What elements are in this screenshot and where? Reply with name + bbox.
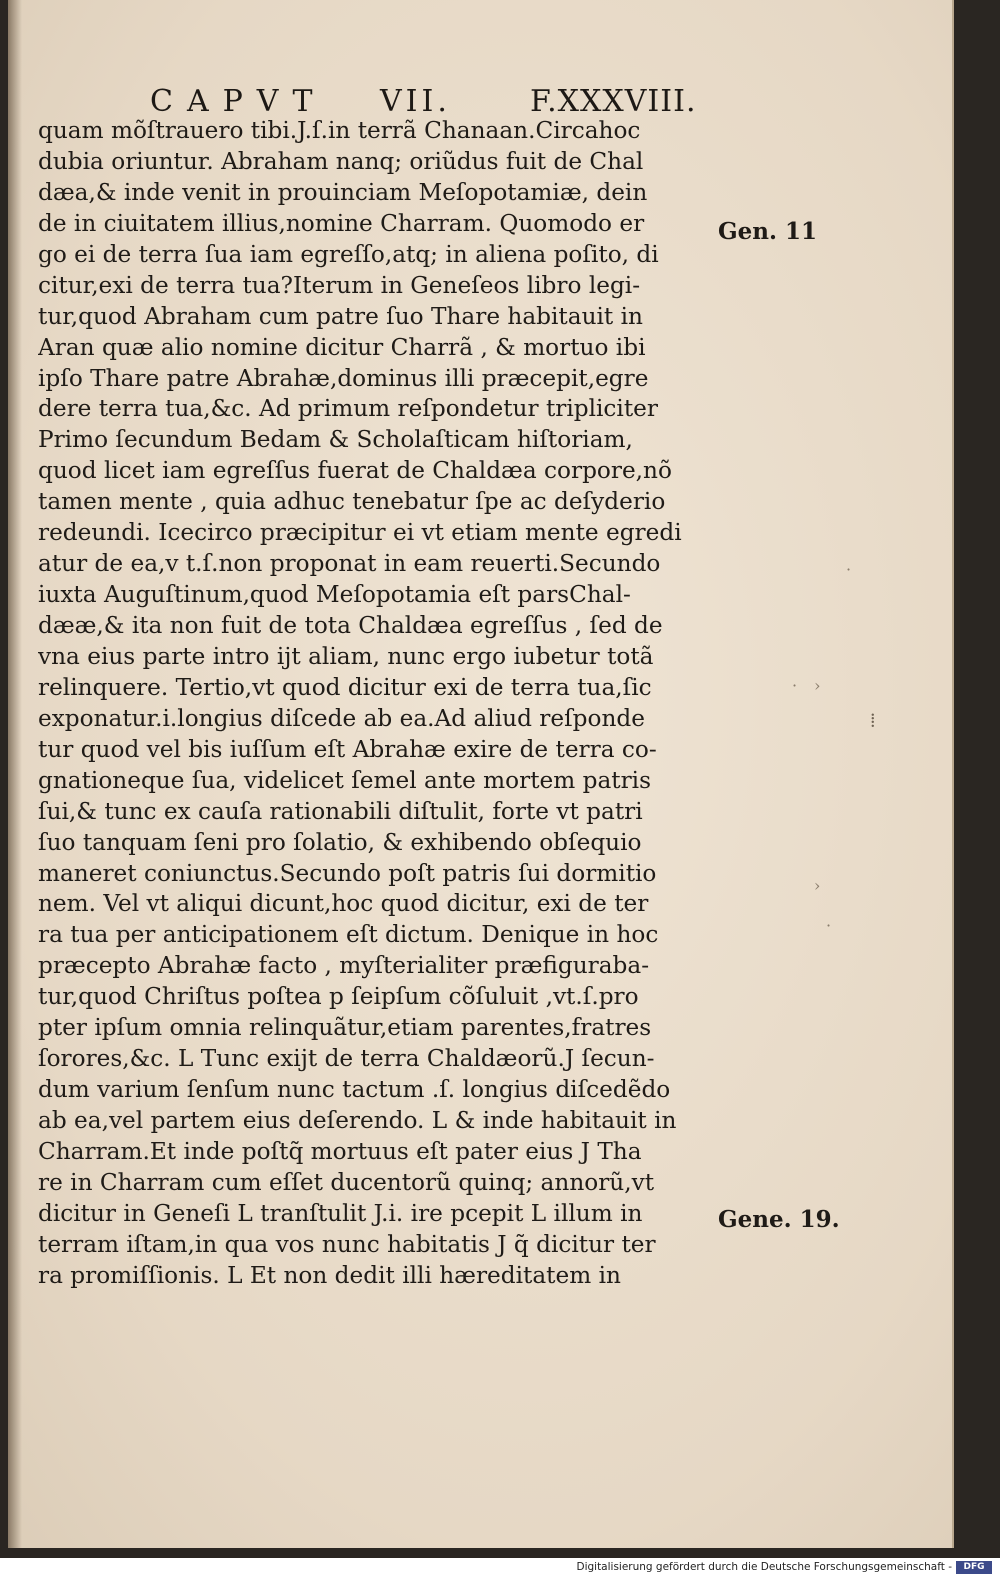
text-line: nem. Vel vt aliqui dicunt,hoc quod dicitur, exi de ter — [38, 890, 649, 918]
page-gutter-shadow — [8, 0, 22, 1548]
text-line: quod licet iam egreſſus fuerat de Chaldæa corpore,nõ — [38, 457, 672, 485]
digitization-credit: Digitalisierung gefördert durch die Deutsche Forschungsgemeinschaft - — [576, 1561, 952, 1573]
ink-smudge-mark: · — [826, 916, 832, 935]
text-line: Charram.Et inde poſtq̃ mortuus eſt pater eius J Tha — [38, 1137, 642, 1165]
text-line: iuxta Auguſtinum,quod Meſopotamia eſt parsChal- — [38, 581, 631, 609]
dfg-logo: DFG — [956, 1561, 992, 1574]
text-line: citur,exi de terra tua?Iterum in Geneſeos libro legi- — [38, 271, 641, 299]
margin-note-gene-19: Gene. 19. — [718, 1206, 840, 1233]
text-line: atur de ea,v t.ſ.non proponat in eam reuerti.Secundo — [38, 550, 661, 578]
text-line: re in Charram cum eſſet ducentorũ quinq; annorũ,vt — [38, 1168, 655, 1196]
text-line: Primo ſecundum Bedam & Scholaſticam hiſtoriam, — [38, 426, 633, 454]
text-line: dubia oriuntur. Abraham nanq; oriũdus fuit de Chal — [38, 147, 644, 175]
main-text-block — [38, 116, 718, 1292]
text-line: exponatur.i.longius diſcede ab ea.Ad aliud reſponde — [38, 704, 645, 732]
text-line: tur,quod Abraham cum patre ſuo Thare habitauit in — [38, 302, 643, 330]
header-caput: CAPVT — [150, 84, 327, 119]
text-line: quam mõſtrauero tibi.J.ſ.in terrã Chanaan.Circahoc — [38, 117, 641, 144]
ink-smudge-mark: · — [846, 560, 852, 579]
text-line: dicitur in Geneſi L tranſtulit J.i. ire pcepit L illum in — [38, 1199, 643, 1227]
text-line: ſuo tanquam ſeni pro ſolatio, & exhibendo obſequio — [38, 828, 642, 856]
text-line: go ei de terra ſua iam egreſſo,atq; in aliena poſito, di — [38, 240, 659, 268]
text-line: tur quod vel bis iuſſum eſt Abrahæ exire de terra co- — [38, 735, 657, 763]
text-line: dæa,& inde venit in prouinciam Meſopotamiæ, dein — [38, 178, 648, 206]
ink-smudge-mark: · › — [792, 676, 827, 695]
ink-smudge-mark: ⁞ — [870, 708, 876, 732]
text-line: dææ,& ita non fuit de tota Chaldæa egreſſus , ſed de — [38, 612, 663, 639]
text-line: tamen mente , quia adhuc tenebatur ſpe ac deſyderio — [38, 488, 666, 516]
text-line: ab ea,vel partem eius deſerendo. L & inde habitauit in — [38, 1107, 677, 1134]
text-line: vna eius parte intro ijt aliam, nunc ergo iubetur totã — [38, 642, 654, 670]
text-line: ra promiſſionis. L Et non dedit illi hæreditatem in — [38, 1261, 621, 1289]
text-line: ſorores,&c. L Tunc exijt de terra Chaldæorũ.J ſecun- — [38, 1045, 655, 1073]
text-line: redeundi. Icecirco præcipitur ei vt etiam mente egredi — [38, 519, 682, 547]
text-line: relinquere. Tertio,vt quod dicitur exi de terra tua,ſic — [38, 673, 652, 701]
text-line: præcepto Abrahæ facto , myſterialiter præfiguraba- — [38, 952, 650, 980]
text-line: ipſo Thare patre Abrahæ,dominus illi præcepit,egre — [38, 364, 649, 392]
text-line: de in ciuitatem illius,nomine Charram. Quomodo er — [38, 209, 645, 237]
ink-smudge-mark: › — [814, 876, 821, 895]
text-line: Aran quæ alio nomine dicitur Charrã , & mortuo ibi — [38, 333, 646, 361]
text-line: tur,quod Chriſtus poſtea p ſeipſum cõſuluit ,vt.ſ.pro — [38, 983, 639, 1011]
text-line: maneret coniunctus.Secundo poſt patris ſui dormitio — [38, 859, 657, 887]
header-chapter-number: VII. — [380, 84, 451, 119]
text-line: ſui,& tunc ex cauſa rationabili diſtulit, forte vt patri — [38, 797, 643, 825]
text-line: gnationeque ſua, videlicet ſemel ante mortem patris — [38, 766, 651, 794]
text-line: dum varium ſenſum nunc tactum .ſ. longius diſcedẽdo — [38, 1076, 671, 1104]
text-line: ra tua per anticipationem eſt dictum. Denique in hoc — [38, 921, 659, 949]
text-line: dere terra tua,&c. Ad primum reſpondetur tripliciter — [38, 395, 658, 423]
margin-note-gen-11: Gen. 11 — [718, 218, 818, 245]
text-line: terram iſtam,in qua vos nunc habitatis J q̃ dicitur ter — [38, 1230, 656, 1258]
header-folio-number: F.XXXVIII. — [530, 84, 697, 119]
text-line: pter ipſum omnia relinquãtur,etiam parentes,fratres — [38, 1014, 652, 1042]
